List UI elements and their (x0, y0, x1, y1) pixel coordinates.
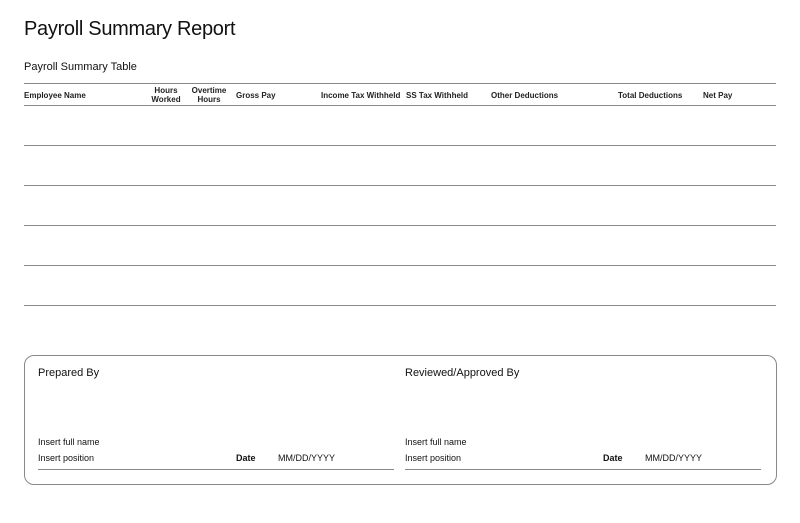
table-row[interactable] (24, 186, 776, 226)
header-income-tax: Income Tax Withheld (321, 91, 401, 100)
row-divider (24, 305, 776, 306)
header-other-deductions: Other Deductions (491, 91, 559, 100)
header-hours-worked-line1: Hours (154, 86, 178, 95)
header-net-pay: Net Pay (703, 91, 733, 100)
signature-box (24, 355, 777, 485)
reviewed-by-heading: Reviewed/Approved By (405, 367, 520, 379)
prepared-by-section (38, 356, 394, 484)
table-row[interactable] (24, 106, 776, 146)
page-title: Payroll Summary Report (24, 18, 236, 40)
reviewed-by-section (405, 356, 761, 484)
reviewed-by-date[interactable]: MM/DD/YYYY (645, 453, 703, 463)
header-hours-worked-line2: Worked (151, 95, 181, 104)
header-overtime-hours (192, 86, 227, 104)
reviewed-by-name[interactable]: Insert full name (405, 437, 467, 447)
header-hours-worked (151, 86, 180, 104)
prepared-by-heading: Prepared By (38, 367, 100, 379)
table-row[interactable] (24, 226, 776, 266)
table-title: Payroll Summary Table (24, 61, 137, 73)
signature-line (38, 469, 394, 470)
header-employee-name: Employee Name (24, 91, 86, 100)
reviewed-by-date-label: Date (603, 453, 623, 463)
header-overtime-line2: Hours (197, 95, 221, 104)
reviewed-by-position[interactable]: Insert position (405, 453, 462, 463)
header-ss-tax: SS Tax Withheld (406, 91, 469, 100)
table-row[interactable] (24, 266, 776, 306)
prepared-by-position[interactable]: Insert position (38, 453, 95, 463)
prepared-by-date[interactable]: MM/DD/YYYY (278, 453, 336, 463)
header-total-deductions: Total Deductions (618, 91, 683, 100)
prepared-by-date-label: Date (236, 453, 256, 463)
signature-line (405, 469, 761, 470)
table-top-border (24, 83, 776, 84)
prepared-by-name[interactable]: Insert full name (38, 437, 100, 447)
header-gross-pay: Gross Pay (236, 91, 276, 100)
table-row[interactable] (24, 146, 776, 186)
header-overtime-line1: Overtime (191, 86, 227, 95)
